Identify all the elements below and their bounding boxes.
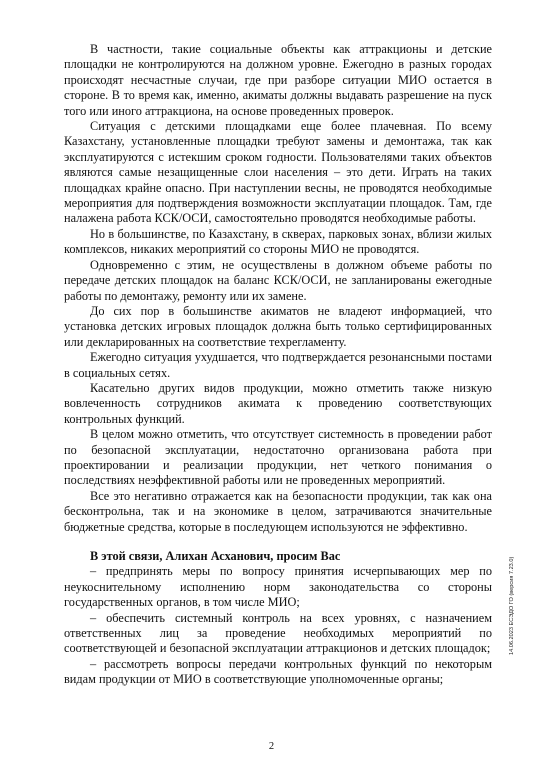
registration-stamp: 14.06.2023 ЕСЭДО ГО (версия 7.23.0) xyxy=(509,556,515,655)
paragraph: Ежегодно ситуация ухудшается, что подтверждается резонансными постами в социальных сетях. xyxy=(64,350,492,380)
paragraph: В частности, такие социальные объекты как аттракционы и детские площадки не контролируются на должном уровне. Ежегодно в разных городах происходят несчастные случаи, где при разборе ситуации МИО остается в стороне. В то время как, именно, акиматы должны выдавать разрешение на пуск того или иного аттракциона, на основе проведенных проверок. xyxy=(64,42,492,118)
paragraph: Все это негативно отражается как на безопасности продукции, так как она бесконтрольна, так и на экономике в целом, затрачиваются значительные бюджетные средства, которые в последующем используются не эффективно. xyxy=(64,488,492,534)
paragraph: В целом можно отметить, что отсутствует системность в проведении работ по безопасной эксплуатации, недостаточно организована работа при проектировании и реализации продукции, нет четкого понимания о последствиях неэффективной работы или не проведенных мероприятий. xyxy=(64,427,492,488)
page-number: 2 xyxy=(268,741,275,752)
request-item: – предпринять меры по вопросу принятия исчерпывающих мер по неукоснительному исполнению норм законодательства со стороны государственных органов, в том числе МИО; xyxy=(64,564,492,610)
document-body xyxy=(64,42,492,688)
request-item: – рассмотреть вопросы передачи контрольных функций по некоторым видам продукции от МИО в соответствующие уполномоченные органы; xyxy=(64,656,492,687)
request-item: – обеспечить системный контроль на всех уровнях, с назначением ответственных лиц за проведение необходимых мероприятий по соответствующей и безопасной эксплуатации аттракционов и детских площадок; xyxy=(64,610,492,656)
paragraph: Касательно других видов продукции, можно отметить также низкую вовлеченность сотрудников акимата к проведению соответствующих контрольных функций. xyxy=(64,380,492,426)
paragraph: Но в большинстве, по Казахстану, в скверах, парковых зонах, вблизи жилых комплексов, никаких мероприятий со стороны МИО не проводятся. xyxy=(64,226,492,257)
request-heading: В этой связи, Алихан Асханович, просим Вас xyxy=(90,549,341,563)
paragraph: Одновременно с этим, не осуществлены в должном объеме работы по передаче детских площадок на баланс КСК/ОСИ, не запланированы ежегодные работы по демонтажу, ремонту или их замене. xyxy=(64,257,492,303)
paragraph: До сих пор в большинстве акиматов не владеют информацией, что установка детских игровых площадок должна быть только сертифицированных или декларированных на соответствие техрегламенту. xyxy=(64,303,492,349)
section-gap xyxy=(64,535,492,549)
paragraph: Ситуация с детскими площадками еще более плачевная. По всему Казахстану, установленные площадки требуют замены и демонтажа, так как эксплуатируются с истекшим сроком годности. Пользователями таких объектов являются самые незащищенные слои населения – это дети. Играть на таких площадках крайне опасно. При наступлении весны, не проводятся необходимые мероприятия для подтверждения возможности эксплуатации площадок. Там, где налажена работа КСК/ОСИ, самостоятельно проводятся необходимые работы. xyxy=(64,119,492,226)
